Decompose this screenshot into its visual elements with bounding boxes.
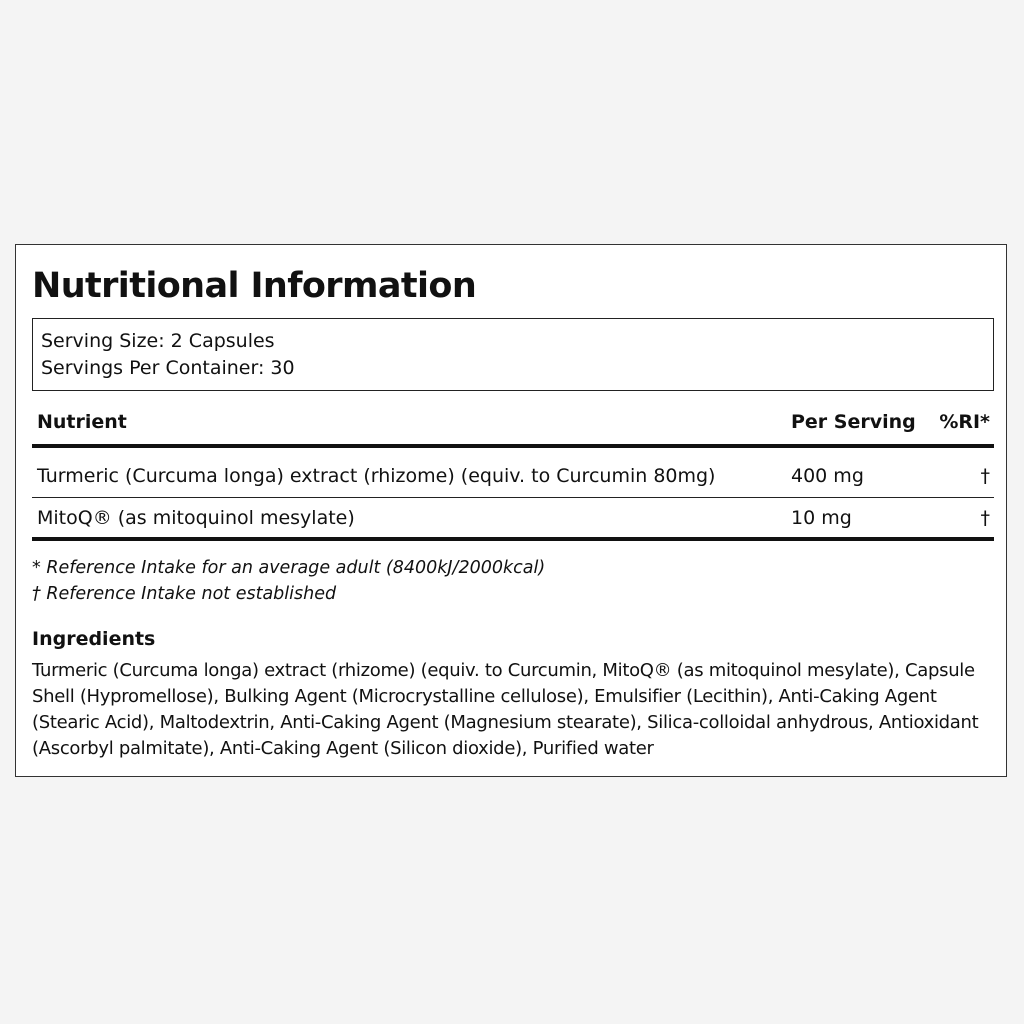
nutrient-name: MitoQ® (as mitoquinol mesylate) xyxy=(37,507,355,529)
nutrient-name: Turmeric (Curcuma longa) extract (rhizome) (equiv. to Curcumin 80mg) xyxy=(37,465,716,487)
servings-per-container: Servings Per Container: 30 xyxy=(41,357,295,379)
nutrient-per-serving: 400 mg xyxy=(791,465,864,487)
footnote-reference-intake: * Reference Intake for an average adult (8400kJ/2000kcal) xyxy=(32,558,546,578)
ingredients-text: Turmeric (Curcuma longa) extract (rhizome) (equiv. to Curcumin, MitoQ® (as mitoquinol mesylate), Capsule Shell (Hypromellose), Bulking Agent (Microcrystalline cellulose), Emulsifier (Lecithin), Anti-Caking Agent (Stearic Acid), Maltodextrin, Anti-Caking Agent (Magnesium stearate), Silica-colloidal anhydrous, Antioxidant (Ascorbyl palmitate), Anti-Caking Agent (Silicon dioxide), Purified water xyxy=(32,660,979,759)
nutrition-panel xyxy=(15,244,1007,777)
serving-size: Serving Size: 2 Capsules xyxy=(41,330,275,352)
header-per-serving: Per Serving xyxy=(791,411,916,433)
nutrient-ri: † xyxy=(980,507,990,529)
table-row xyxy=(32,448,994,498)
panel-title: Nutritional Information xyxy=(32,266,477,306)
nutrient-per-serving: 10 mg xyxy=(791,507,852,529)
footnotes xyxy=(32,555,545,607)
header-nutrient: Nutrient xyxy=(37,411,127,433)
table-header-row xyxy=(32,404,994,448)
table-row xyxy=(32,498,994,541)
footnote-not-established: † Reference Intake not established xyxy=(32,584,337,604)
serving-info-box xyxy=(32,318,994,391)
header-ri: %RI* xyxy=(939,411,990,433)
nutrient-table xyxy=(32,404,994,541)
nutrient-ri: † xyxy=(980,465,990,487)
ingredients-heading: Ingredients xyxy=(32,628,156,650)
